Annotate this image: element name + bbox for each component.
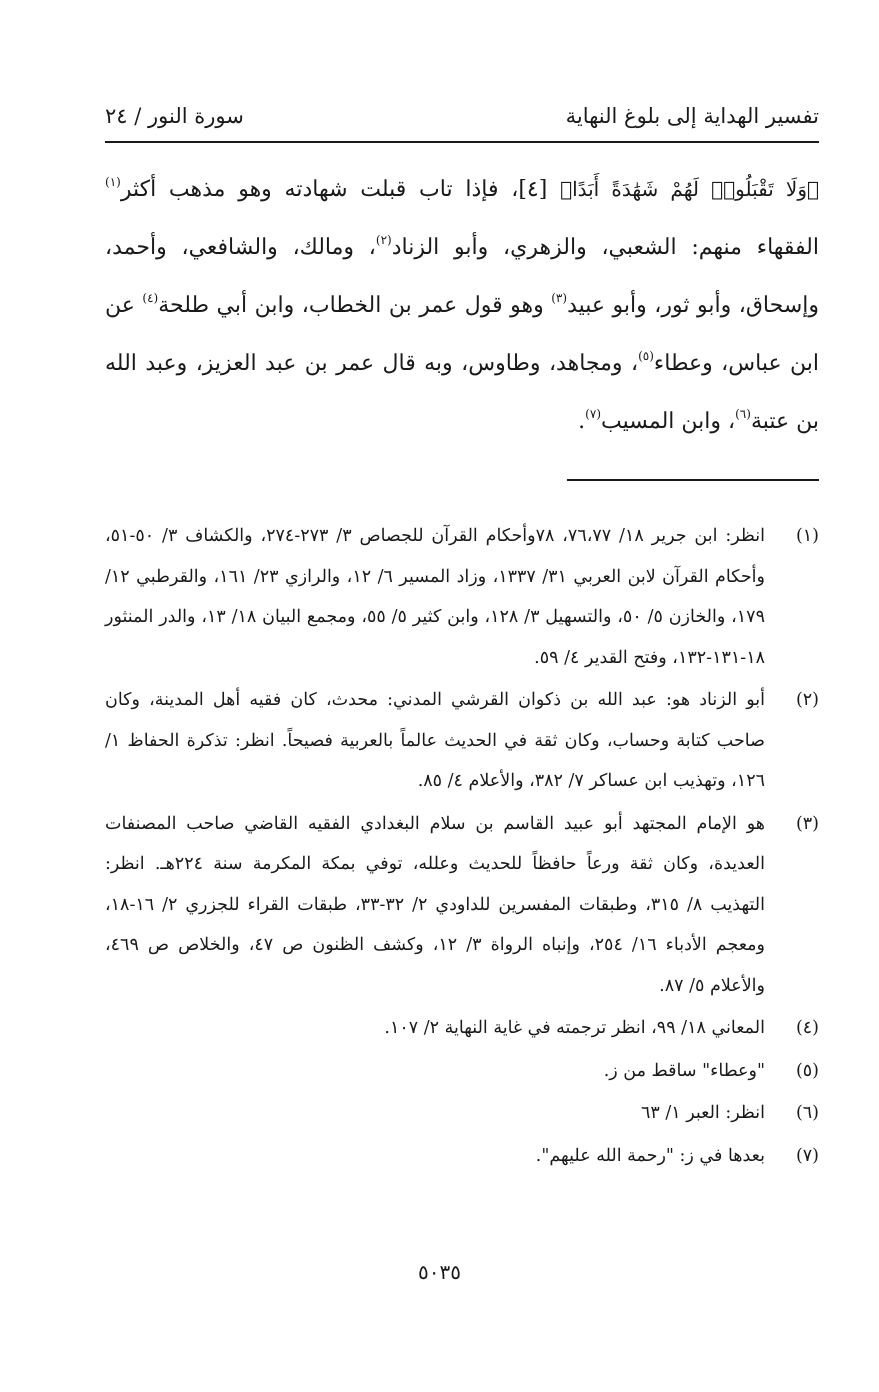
footnote-text: أبو الزناد هو: عبد الله بن ذكوان القرشي المدني: محدث، كان فقيه أهل المدينة، وكان صاحب كتابة وحساب، وكان ثقة في الحديث عالماً بالعربية فصيحاً. انظر: تذكرة الحفاظ ١/ ١٢٦، وتهذيب ابن عساكر ٧/ ٣٨٢، والأعلام ٤/ ٨٥. xyxy=(105,690,765,791)
main-text xyxy=(105,160,819,451)
text-segment: . xyxy=(578,409,586,434)
main-paragraph xyxy=(105,160,819,451)
book-title: تفسير الهداية إلى بلوغ النهاية xyxy=(565,104,819,128)
running-header xyxy=(105,96,819,136)
footnote-number: (٥) xyxy=(795,1060,819,1081)
footnote-number: (١) xyxy=(795,526,819,546)
text-segment: ، فإذا تاب قبلت شهادته وهو مذهب أكثر xyxy=(120,177,519,202)
footnote-ref-4[interactable]: (٤) xyxy=(142,291,159,305)
footnotes xyxy=(105,516,819,1178)
page-number: ٥٠٣٥ xyxy=(418,1260,461,1284)
footnote-text: انظر: ابن جرير ١٨/ ٧٦،٧٧، ٧٨وأحكام القرآن للجصاص ٣/ ٢٧٣-٢٧٤، والكشاف ٣/ ٥٠-٥١، وأحكام القرآن لابن العربي ٣١/ ١٣٣٧، وزاد المسير ٦/ ١٢، والرازي ٢٣/ ١٦١، والقرطبي ١٢/ ١٧٩، والخازن ٥/ ٥٠، والتسهيل ٣/ ١٢٨، وابن كثير ٥/ ٥٥، ومجمع البيان ١٨/ ١٣، والدر المنثور ١٨-١٣١-١٣٢، وفتح القدير ٤/ ٥٩. xyxy=(105,526,765,668)
footnote-4 xyxy=(105,1008,819,1049)
footnote-ref-3[interactable]: (٣) xyxy=(551,291,568,305)
footnote-ref-6[interactable]: (٦) xyxy=(735,407,751,421)
footnote-text: المعاني ١٨/ ٩٩، انظر ترجمته في غاية النهاية ٢/ ١٠٧. xyxy=(384,1018,765,1038)
text-segment: ، ومجاهد، وطاوس، وبه قال عمر بن عبد العزيز، وعبد الله بن عتبة xyxy=(105,351,819,434)
quran-verse: ﴿وَلَا تَقْبَلُوا۟ لَهُمْ شَهَٰدَةً أَبَدًا﴾ xyxy=(560,177,819,201)
footnote-6 xyxy=(105,1093,819,1134)
footnote-ref-2[interactable]: (٢) xyxy=(375,233,392,247)
footnote-ref-7[interactable]: (٧) xyxy=(585,407,601,421)
footnote-number: (٢) xyxy=(795,690,819,710)
footnote-text: انظر: العبر ١/ ٦٣ xyxy=(640,1103,765,1123)
footnote-ref-5[interactable]: (٥) xyxy=(638,349,654,363)
verse-reference: [٤] xyxy=(518,177,561,202)
footnote-ref-1[interactable]: (١) xyxy=(105,175,121,189)
surah-label: سورة النور / ٢٤ xyxy=(105,104,244,128)
footnote-number: (٦) xyxy=(795,1103,819,1123)
footnote-2 xyxy=(105,680,819,802)
footnote-number: (٧) xyxy=(795,1145,819,1166)
footnote-number: (٤) xyxy=(795,1018,819,1038)
text-segment: ، وابن المسيب xyxy=(601,409,736,434)
header-rule xyxy=(105,141,819,143)
text-segment: الفقهاء منهم: الشعبي، والزهري، وأبو الزناد xyxy=(391,235,819,260)
footnote-text: هو الإمام المجتهد أبو عبيد القاسم بن سلام البغدادي الفقيه القاضي صاحب المصنفات العديدة، وكان ثقة ورعاً حافظاً للحديث وعلله، توفي بمكة المكرمة سنة ٢٢٤هـ. انظر: التهذيب ٨/ ٣١٥، وطبقات المفسرين للداودي ٢/ ٣٢-٣٣، طبقات القراء للجزري ٢/ ١٦-١٨، ومعجم الأدباء ١٦/ ٢٥٤، وإنباه الرواة ٣/ ١٢، وكشف الظنون ص ٤٧، والخلاص ص ٤٦٩، والأعلام ٥/ ٨٧. xyxy=(105,813,765,996)
text-segment: عن ابن عباس، وعطاء xyxy=(105,293,820,376)
footnote-1 xyxy=(105,516,819,678)
text-segment: ، ومالك، والشافعي، وأحمد، وإسحاق، وأبو ثور، وأبو عبيد xyxy=(105,235,819,318)
footnote-5 xyxy=(105,1051,819,1092)
footnote-number: (٣) xyxy=(795,813,819,834)
footnote-separator xyxy=(567,479,819,481)
footnote-text: "وعطاء" ساقط من ز. xyxy=(603,1060,765,1081)
footnote-3 xyxy=(105,804,819,1007)
footnote-text: بعدها في ز: "رحمة الله عليهم". xyxy=(535,1145,765,1166)
footnote-7 xyxy=(105,1136,819,1177)
text-segment: وهو قول عمر بن الخطاب، وابن أبي طلحة xyxy=(158,293,552,318)
